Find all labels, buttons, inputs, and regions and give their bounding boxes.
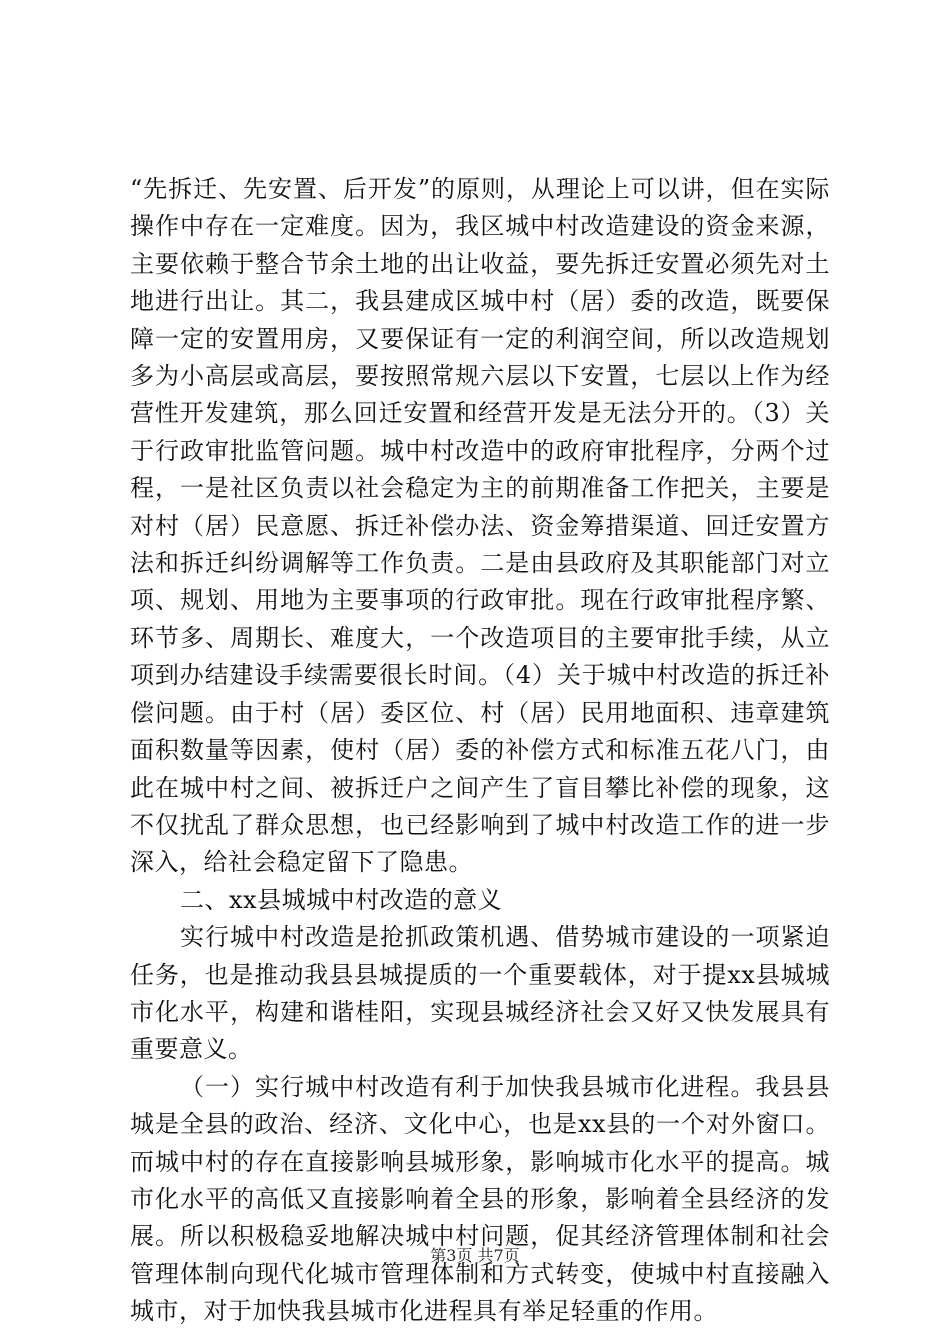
document-body — [130, 171, 830, 1331]
section-heading: 二、xx县城城中村改造的意义 — [180, 885, 503, 914]
paragraph-significance-intro: 实行城中村改造是抢抓政策机遇、借势城市建设的一项紧迫任务，也是推动我县县城提质的一个重要载体，对于提xx县城城市化水平，构建和谐桂阳，实现县城经济社会又好又快发展具有重要意义。 — [130, 923, 830, 1064]
page-number-footer: 第3页 共7页 — [430, 1246, 520, 1265]
paragraph-continuation: “先拆迁、先安置、后开发”的原则，从理论上可以讲，但在实际操作中存在一定难度。因为，我区城中村改造建设的资金来源，主要依赖于整合节余土地的出让收益，要先拆迁安置必须先对土地进行出让。其二，我县建成区城中村（居）委的改造，既要保障一定的安置用房，又要保证有一定的利润空间，所以改造规划多为小高层或高层，要按照常规六层以下安置，七层以上作为经营性开发建筑，那么回迁安置和经营开发是无法分开的。（3）关于行政审批监管问题。城中村改造中的政府审批程序，分两个过程，一是社区负责以社会稳定为主的前期准备工作把关，主要是对村（居）民意愿、拆迁补偿办法、资金筹措渠道、回迁安置方法和拆迁纠纷调解等工作负责。二是由县政府及其职能部门对立项、规划、用地为主要事项的行政审批。现在行政审批程序繁、环节多、周期长、难度大，一个改造项目的主要审批手续，从立项到办结建设手续需要很长时间。（4）关于城中村改造的拆迁补偿问题。由于村（居）委区位、村（居）民用地面积、违章建筑面积数量等因素，使村（居）委的补偿方式和标准五花八门，由此在城中村之间、被拆迁户之间产生了盲目攀比补偿的现象，这不仅扰乱了群众思想，也已经影响到了城中村改造工作的进一步深入，给社会稳定留下了隐患。 — [130, 175, 830, 877]
paragraph-urbanization: （一）实行城中村改造有利于加快我县城市化进程。我县县城是全县的政治、经济、文化中心，也是xx县的一个对外窗口。而城中村的存在直接影响县城形象，影响城市化水平的提高。城市化水平的高低又直接影响着全县的形象，影响着全县经济的发展。所以积极稳妥地解决城中村问题，促其经济管理体制和社会管理体制向现代化城市管理体制和方式转变，使城中村直接融入城市，对于加快我县城市化进程具有举足轻重的作用。 — [130, 1072, 830, 1326]
